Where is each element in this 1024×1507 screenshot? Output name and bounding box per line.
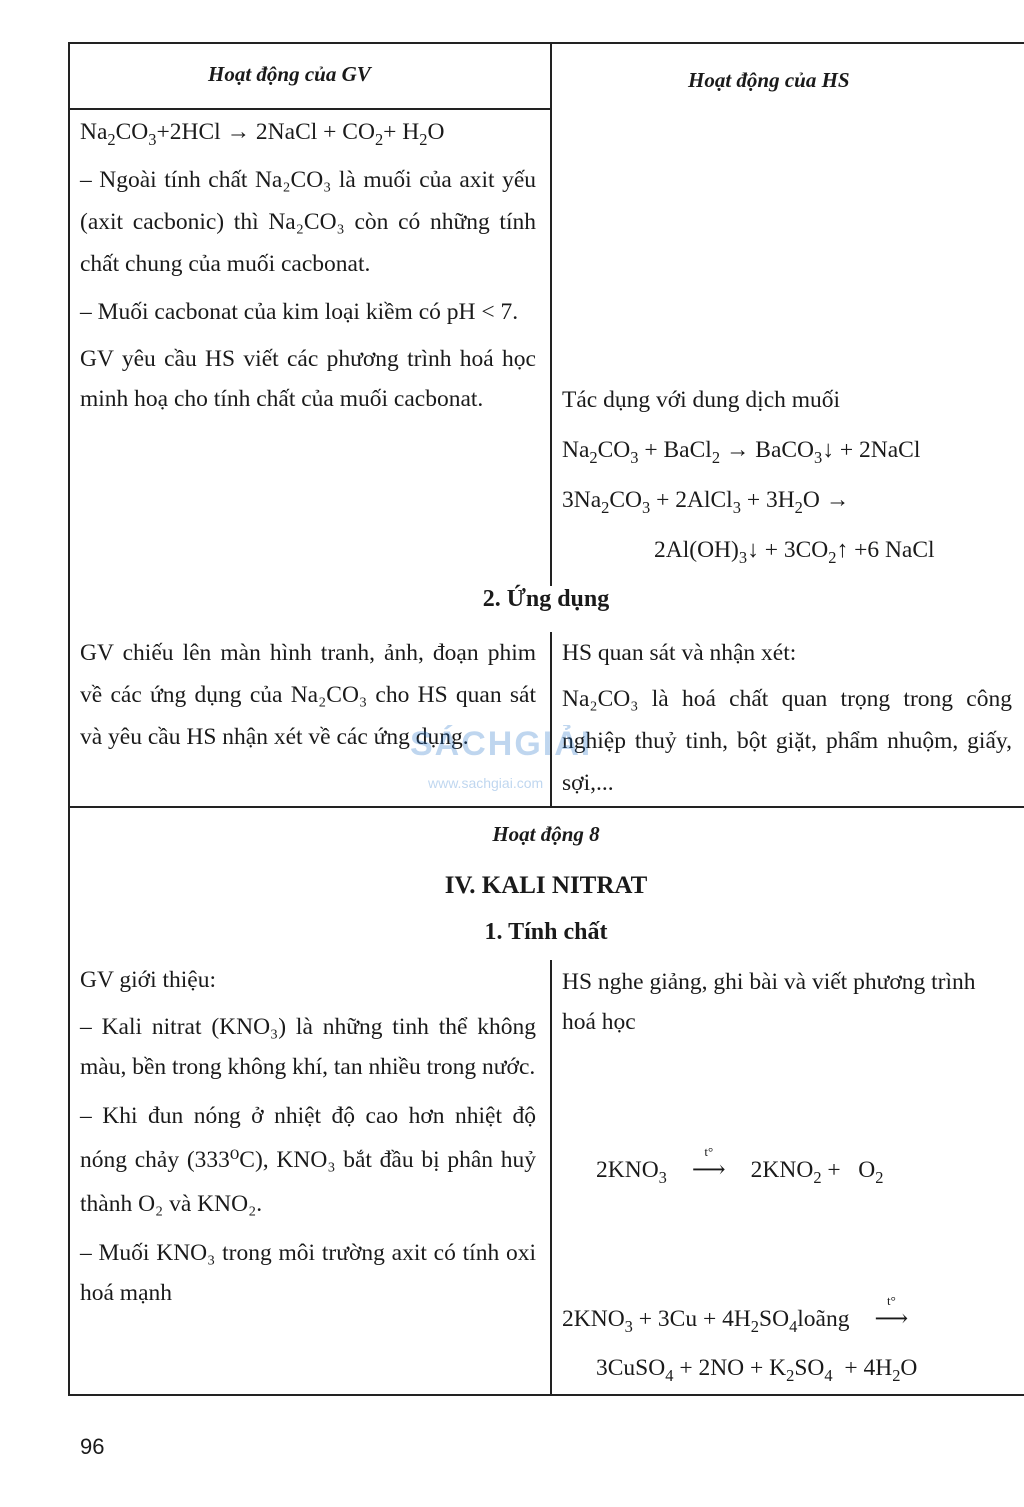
column-divider-bottom [550,960,552,1395]
kno3-right [562,962,1012,1042]
equation-na2co3-hcl: $Na_2CO_3+2HCl$ → 2NaCl + $CO_2+ H_2O$ [80,119,445,149]
document-page [68,42,1024,1395]
header-hs: Hoạt động của HS [688,68,850,92]
kno3-left-paragraph-3: – Khi đun nóng ở nhiệt độ cao hơn nhiệt độ nóng chảy (333⁰C), KNO₃ bắt đầu bị phân huỷ thành O₂ và KNO₂. [80,1103,536,1217]
ung-dung-left [80,632,536,758]
equation-kno3-cu-products: 3CuSO$_4$ + $2NO + K_2SO_4 + 4H_2O$ [596,1355,918,1385]
block1-right-text: Tác dụng với dung dịch muối [562,387,841,413]
watermark-logo: SÁCHGIẢI [410,725,593,763]
activity-8-label: Hoạt động 8 [492,822,600,846]
equation-kno3-decomposition: $2KNO_3$ t° ⟶ $2KNO_2 + O_2$ [596,1150,883,1190]
table-left-border [68,42,70,1395]
table-bottom-border [68,1394,1024,1396]
ung-dung-right [562,632,1012,804]
equation-na2co3-alcl3-products: $2Al(OH)_3↓$ + $3CO_2↑ +6$ NaCl [654,537,935,567]
kno3-right-text: HS nghe giảng, ghi bài và viết phương trình hoá học [562,969,976,1035]
heat-arrow: t° ⟶ [874,1293,909,1332]
column-divider-top [550,42,552,586]
heat-arrow: t° ⟶ [691,1144,726,1183]
kno3-left-paragraph-4: – Muối KNO₃ trong môi trường axit có tính oxi hoá mạnh [80,1240,536,1306]
header-gv: Hoạt động của GV [208,62,371,86]
equation-na2co3-alcl3: $3Na_2CO_3$ + 2AlCl$_3$ + $3H_2O$ → [562,487,850,517]
page-number: 96 [80,1434,105,1459]
ung-dung-right-text-1: HS quan sát và nhận xét: [562,640,797,666]
ung-dung-right-text-2: Na₂CO₃ là hoá chất quan trọng trong công nghiệp thuỷ tinh, bột giặt, phẩm nhuộm, giấy, sợi,... [562,686,1012,796]
header-bottom-border [68,108,550,110]
ung-dung-left-text: GV chiếu lên màn hình tranh, ảnh, đoạn phim về các ứng dụng của Na₂CO₃ cho HS quan sát và yêu cầu HS nhận xét về các ứng dụng. [80,640,536,750]
equation-na2co3-bacl2: $Na_2CO_3$ + BaCl$_2$ → BaCO$_3$↓ + 2NaCl [562,437,921,467]
column-divider-middle [550,632,552,807]
block1-paragraph-2: – Ngoài tính chất Na₂CO₃ là muối của axit yếu (axit cacbonic) thì Na₂CO₃ còn có những tính chất chung của muối cacbonat. [80,167,536,277]
section-title-kali-nitrat: IV. KALI NITRAT [444,872,648,899]
table-top-border [68,42,1024,44]
kno3-left-paragraph-2: – Kali nitrat (KNO₃) là những tinh thể không màu, bền trong không khí, tan nhiều trong nước. [80,1014,536,1080]
kno3-left [80,960,536,1320]
section-title-ung-dung: 2. Ứng dụng [482,586,610,612]
equation-kno3-cu: $2KNO_3 + 3Cu$ + $4H_2SO_4loãng$ t° ⟶ [562,1299,927,1339]
section-title-tinh-chat: 1. Tính chất [484,919,608,945]
block1-paragraph-4: GV yêu cầu HS viết các phương trình hoá học minh hoạ cho tính chất của muối cacbonat. [80,346,536,412]
watermark-url: www.sachgiai.com [428,775,544,791]
block1-paragraph-3: – Muối cacbonat của kim loại kiềm có pH < 7. [80,299,519,325]
block1-right [562,380,1012,570]
kno3-left-paragraph-1: GV giới thiệu: [80,967,217,993]
block1-left [80,112,536,426]
section-divider [68,806,1024,808]
